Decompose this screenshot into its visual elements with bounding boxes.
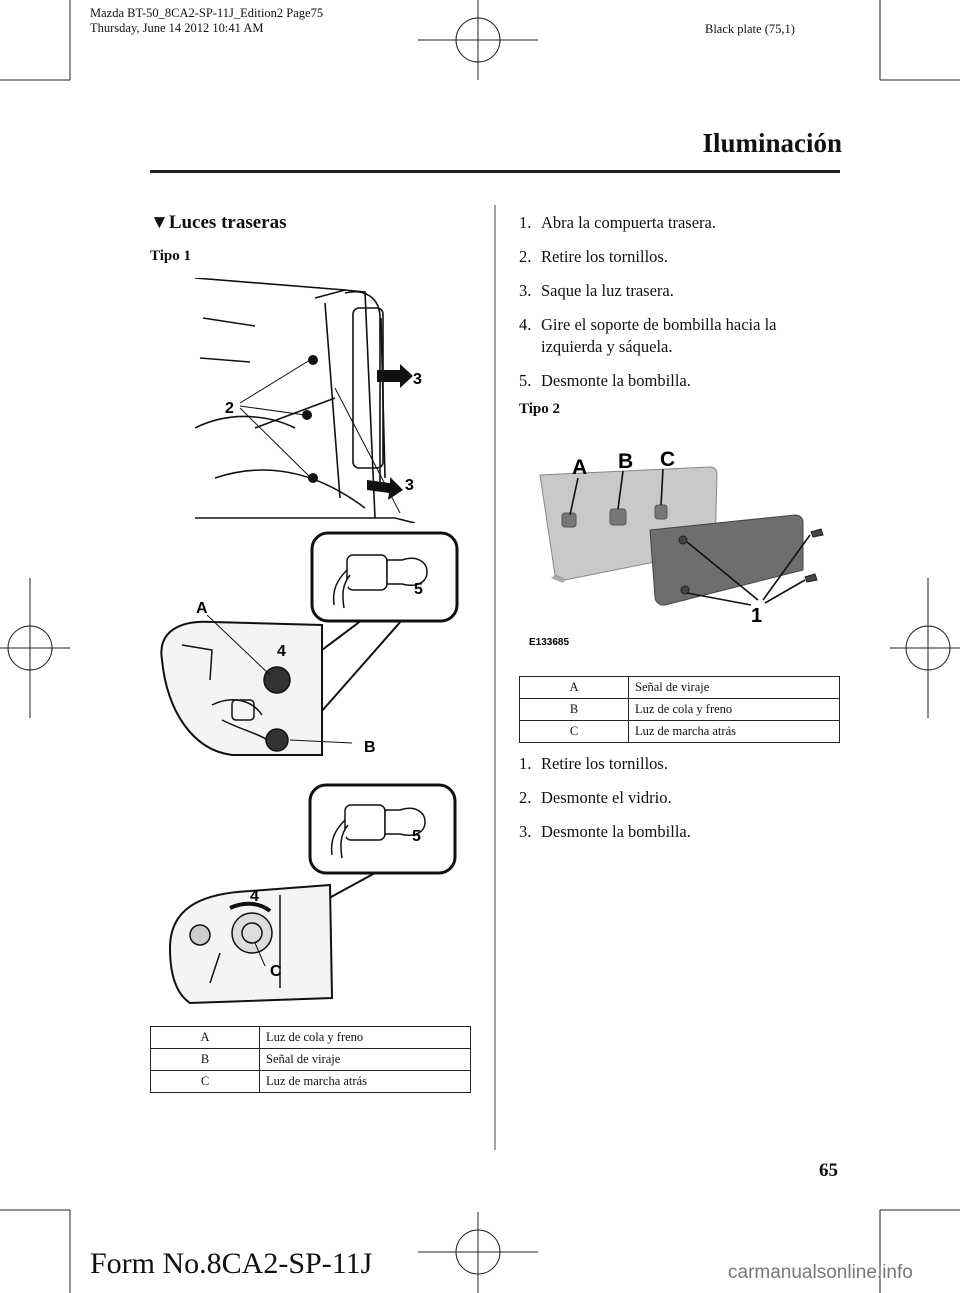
- page-number: 65: [819, 1160, 838, 1181]
- tailgate-figure: [195, 278, 465, 523]
- callout-C: C: [660, 448, 676, 471]
- triangle-down-icon: ▼: [150, 212, 169, 233]
- legend-value: Luz de marcha atrás: [260, 1071, 471, 1093]
- subheading-tipo1: Tipo 1: [150, 248, 191, 264]
- callout-A: A: [572, 456, 588, 479]
- legend-key: A: [151, 1027, 260, 1049]
- step-item: 2. Retire los tornillos.: [519, 247, 668, 266]
- legend-table-tipo2: [519, 676, 840, 743]
- legend-key: B: [520, 699, 629, 721]
- figure-code: E133685: [529, 637, 570, 648]
- section-title: Iluminación: [702, 128, 842, 158]
- legend-value: Luz de cola y freno: [260, 1027, 471, 1049]
- callout-B: B: [618, 450, 634, 473]
- callout-5b: 5: [412, 828, 421, 845]
- legend-key: C: [151, 1071, 260, 1093]
- callout-C: C: [270, 963, 282, 980]
- table-row: [520, 721, 840, 743]
- callout-2: 2: [225, 400, 234, 417]
- heading-text: Luces traseras: [168, 212, 287, 233]
- legend-key: A: [520, 677, 629, 699]
- table-row: [151, 1071, 471, 1093]
- table-row: [151, 1027, 471, 1049]
- steps-tipo1: [519, 212, 849, 392]
- step-item: 5. Desmonte la bombilla.: [519, 371, 691, 390]
- callout-5a: 5: [414, 581, 423, 598]
- legend-key: B: [151, 1049, 260, 1071]
- form-number: Form No.8CA2-SP-11J: [90, 1247, 373, 1280]
- header-rule: [150, 170, 840, 173]
- table-row: [520, 699, 840, 721]
- step-item: 1. Retire los tornillos.: [519, 754, 668, 773]
- tail-lamp-figure-1: [152, 530, 462, 775]
- step-item: 1. Abra la compuerta trasera.: [519, 213, 716, 232]
- step-item: 3. Saque la luz trasera.: [519, 281, 674, 300]
- callout-3b: 3: [405, 477, 414, 494]
- callout-4b: 4: [250, 888, 259, 905]
- section-heading: [150, 212, 286, 234]
- legend-value: Señal de viraje: [629, 677, 840, 699]
- step-item: 2. Desmonte el vidrio.: [519, 788, 672, 807]
- step-item: 4. Gire el soporte de bombilla hacia la izquierda y sáquela.: [519, 315, 777, 356]
- plate-label: Black plate (75,1): [705, 22, 795, 36]
- step-item: 3. Desmonte la bombilla.: [519, 822, 691, 841]
- doc-line-1: Mazda BT-50_8CA2-SP-11J_Edition2 Page75: [90, 6, 324, 20]
- legend-value: Señal de viraje: [260, 1049, 471, 1071]
- table-row: [151, 1049, 471, 1071]
- callout-3a: 3: [413, 371, 422, 388]
- legend-table-tipo1: [150, 1026, 471, 1093]
- doc-line-2: Thursday, June 14 2012 10:41 AM: [90, 21, 264, 35]
- document-info: [90, 6, 323, 36]
- tail-lamp-figure-2: [160, 783, 460, 1013]
- callout-B: B: [364, 739, 376, 756]
- callout-1: 1: [751, 605, 763, 627]
- legend-value: Luz de cola y freno: [629, 699, 840, 721]
- subheading-tipo2: Tipo 2: [519, 401, 560, 417]
- legend-key: C: [520, 721, 629, 743]
- steps-tipo2: [519, 753, 849, 843]
- table-row: [520, 677, 840, 699]
- watermark: carmanualsonline.info: [728, 1262, 913, 1283]
- legend-value: Luz de marcha atrás: [629, 721, 840, 743]
- callout-A: A: [196, 600, 208, 617]
- tipo2-lamp-figure: [515, 445, 835, 650]
- callout-4a: 4: [277, 643, 286, 660]
